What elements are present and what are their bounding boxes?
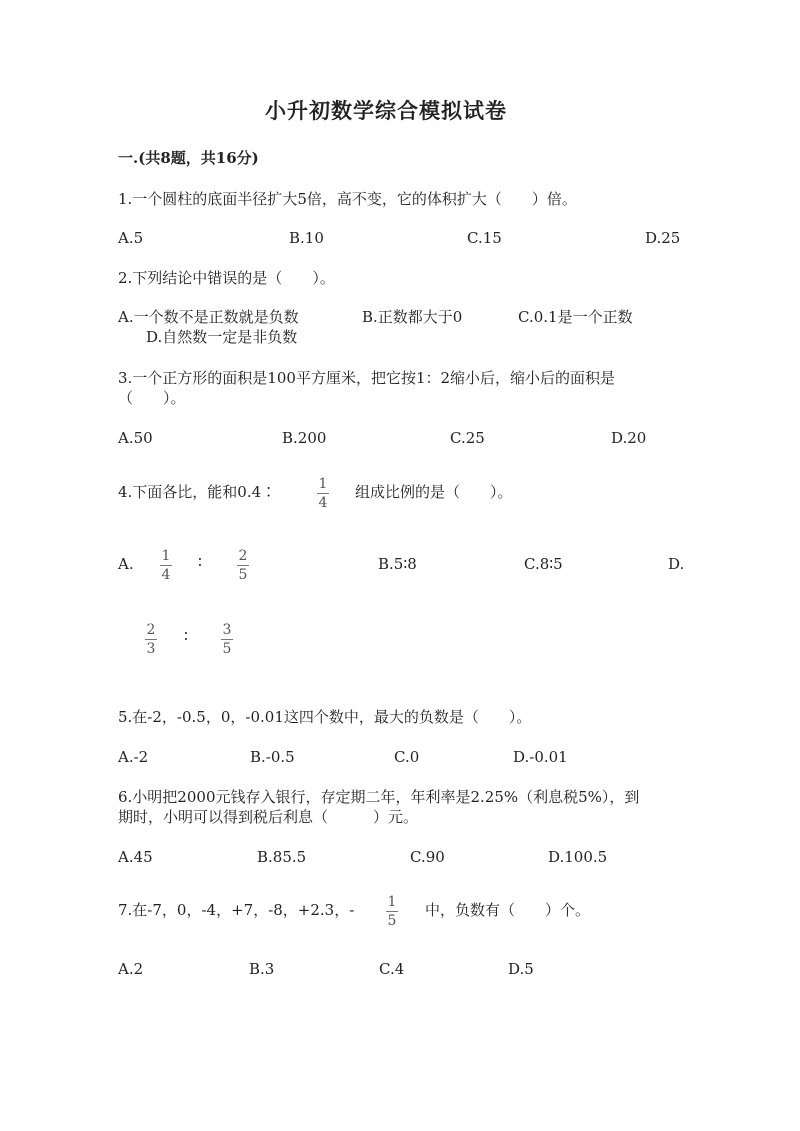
question-5-option-d[interactable]: D.-0.01	[513, 748, 568, 766]
question-4-option-a-fraction-1	[160, 548, 172, 583]
question-5-option-c[interactable]: C.0	[394, 748, 420, 766]
question-4-option-a-label[interactable]: A.	[118, 555, 134, 573]
fraction-numerator: 3	[222, 622, 232, 638]
fraction-numerator: 1	[387, 894, 397, 910]
fraction-denominator: 5	[387, 913, 397, 929]
fraction-numerator: 1	[161, 548, 171, 564]
fraction-numerator: 2	[146, 622, 156, 638]
question-7-option-b[interactable]: B.3	[249, 960, 275, 978]
question-3-option-b[interactable]: B.200	[282, 429, 327, 447]
question-7-stem-part1: 7.在-7，0，-4，+7，-8，+2.3，-	[118, 901, 355, 919]
fraction-bar	[386, 911, 398, 912]
question-6-stem-line2: 期时，小明可以得到税后利息（ ）元。	[118, 808, 419, 826]
question-7-option-d[interactable]: D.5	[508, 960, 534, 978]
question-6-option-c[interactable]: C.90	[410, 848, 445, 866]
question-1-option-c[interactable]: C.15	[467, 229, 502, 247]
question-4-option-c[interactable]: C.8∶5	[524, 555, 563, 573]
question-2-option-d[interactable]: D.自然数一定是非负数	[146, 328, 298, 346]
question-6-option-b[interactable]: B.85.5	[257, 848, 307, 866]
question-3-option-d[interactable]: D.20	[611, 429, 647, 447]
question-4-stem-part1: 4.下面各比，能和0.4∶	[118, 483, 277, 501]
question-6-stem-line1: 6.小明把2000元钱存入银行，存定期二年，年利率是2.25%（利息税5%），到	[118, 788, 640, 806]
question-2-option-c[interactable]: C.0.1是一个正数	[518, 308, 633, 326]
fraction-denominator: 4	[161, 567, 171, 583]
question-2-stem: 2.下列结论中错误的是（ ）。	[118, 269, 335, 287]
question-1-option-a[interactable]: A.5	[118, 229, 144, 247]
question-4-option-a-colon: ∶	[198, 553, 202, 571]
question-1-stem: 1.一个圆柱的底面半径扩大5倍，高不变，它的体积扩大（ ）倍。	[118, 190, 577, 208]
section-heading: 一.(共8题，共16分)	[118, 149, 259, 167]
question-2-option-b[interactable]: B.正数都大于0	[362, 308, 463, 326]
question-4-stem-part2: 组成比例的是（ ）。	[355, 483, 513, 501]
fraction-bar	[317, 493, 329, 494]
question-3-option-c[interactable]: C.25	[450, 429, 485, 447]
fraction-bar	[221, 639, 233, 640]
question-4-option-d-colon: ∶	[184, 627, 188, 645]
fraction-numerator: 1	[318, 476, 328, 492]
fraction-bar	[160, 565, 172, 566]
question-4-option-a-fraction-2	[237, 548, 249, 583]
question-7-stem-part2: 中，负数有（ ）个。	[425, 901, 591, 919]
question-1-option-d[interactable]: D.25	[645, 229, 681, 247]
question-4-option-b[interactable]: B.5∶8	[378, 555, 417, 573]
question-2-option-a[interactable]: A.一个数不是正数就是负数	[118, 308, 299, 326]
question-5-option-a[interactable]: A.-2	[118, 748, 149, 766]
fraction-denominator: 5	[222, 641, 232, 657]
page-title: 小升初数学综合模拟试卷	[265, 98, 507, 123]
question-1-option-b[interactable]: B.10	[289, 229, 324, 247]
question-5-stem: 5.在-2，-0.5，0，-0.01这四个数中，最大的负数是（ ）。	[118, 708, 532, 726]
question-3-option-a[interactable]: A.50	[118, 429, 153, 447]
question-4-option-d-fraction-1	[145, 622, 157, 657]
question-4-option-d-label[interactable]: D.	[668, 555, 685, 573]
question-7-option-a[interactable]: A.2	[118, 960, 144, 978]
question-6-option-d[interactable]: D.100.5	[548, 848, 608, 866]
question-3-stem-line1: 3.一个正方形的面积是100平方厘米，把它按1：2缩小后，缩小后的面积是	[118, 369, 616, 387]
fraction-numerator: 2	[238, 548, 248, 564]
fraction-bar	[145, 639, 157, 640]
fraction-bar	[237, 565, 249, 566]
fraction-denominator: 3	[146, 641, 156, 657]
question-5-option-b[interactable]: B.-0.5	[250, 748, 295, 766]
question-6-option-a[interactable]: A.45	[118, 848, 153, 866]
fraction-denominator: 5	[238, 567, 248, 583]
question-4-stem-fraction	[317, 476, 329, 511]
question-3-stem-line2: （ ）。	[118, 389, 186, 407]
question-4-option-d-fraction-2	[221, 622, 233, 657]
question-7-stem-fraction	[386, 894, 398, 929]
question-7-option-c[interactable]: C.4	[379, 960, 405, 978]
fraction-denominator: 4	[318, 495, 328, 511]
